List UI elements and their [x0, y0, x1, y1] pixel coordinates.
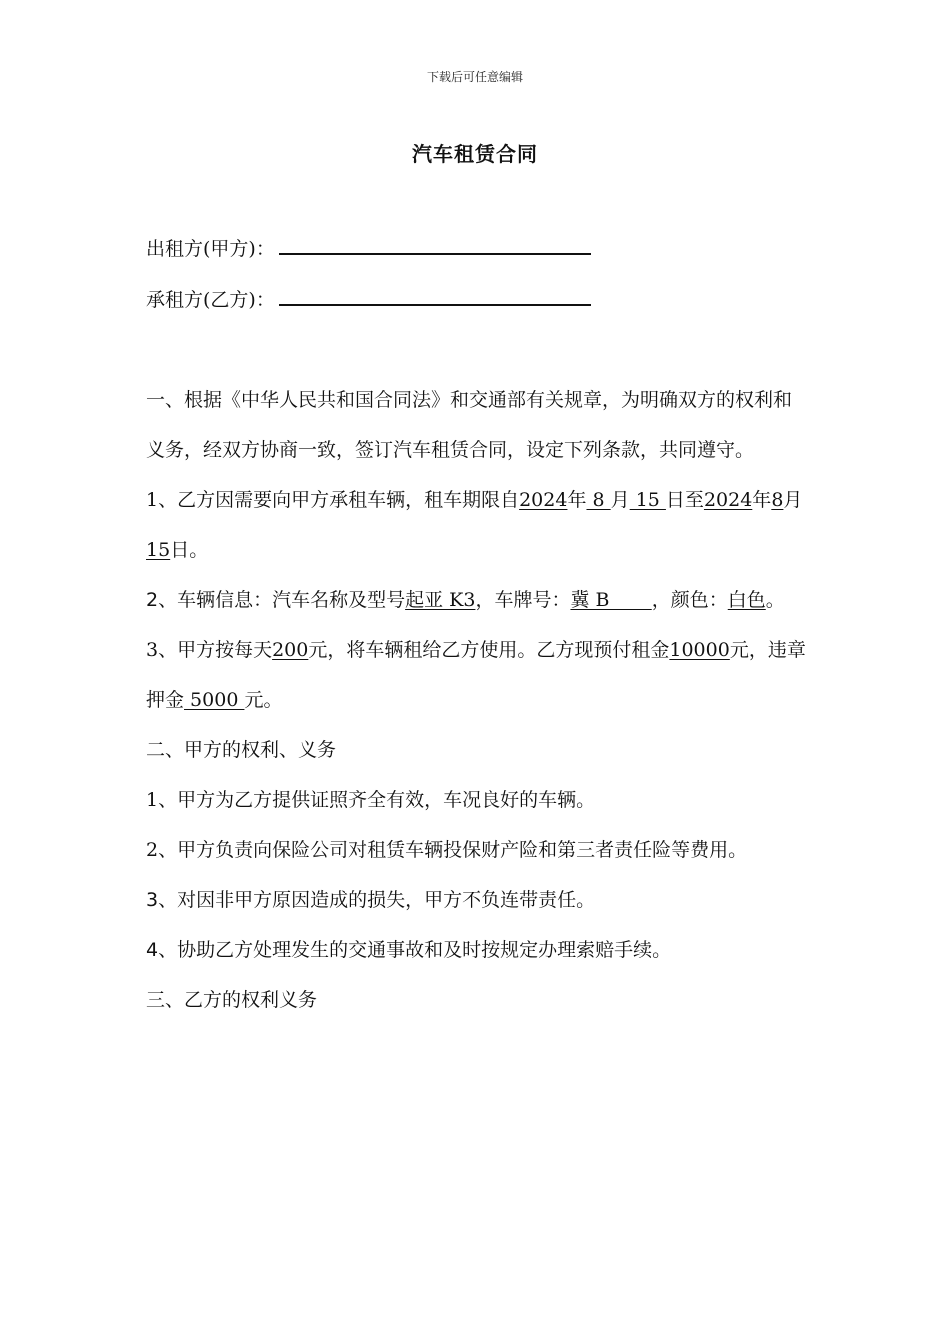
party-b-label: 承租方(乙方)：: [146, 289, 275, 311]
page-header-note: 下载后可任意编辑: [426, 70, 523, 84]
license-plate: 冀 B: [570, 589, 652, 611]
end-month: 8: [771, 489, 784, 511]
clause-rent-deposit: [146, 625, 806, 725]
text: ，颜色：: [651, 589, 728, 611]
section-heading-party-a: 二、甲方的权利、义务: [146, 739, 337, 761]
clause-number: 3: [146, 889, 159, 911]
daily-rent: 200: [272, 639, 309, 661]
document-title: 汽车租赁合同: [412, 142, 538, 166]
prepaid-rent: 10000: [669, 639, 730, 661]
text: 年: [752, 489, 772, 511]
clause-vehicle-info: [146, 575, 806, 625]
text: 月: [610, 489, 630, 511]
text: ，车牌号：: [475, 589, 571, 611]
party-a-duty-3: [146, 875, 806, 925]
party-a-duty-4: [146, 925, 806, 975]
intro-paragraph: 一、根据《中华人民共和国合同法》和交通部有关规章，为明确双方的权利和义务，经双方协商一致，签订汽车租赁合同，设定下列条款，共同遵守。: [146, 389, 793, 461]
text: 元，将车辆租给乙方使用。乙方现预付租金: [308, 639, 670, 661]
text: 日。: [170, 539, 209, 561]
text: 。: [765, 589, 785, 611]
text: 、车辆信息：汽车名称及型号: [158, 589, 406, 611]
text: 1、乙方因需要向甲方承租车辆，租车期限自: [146, 489, 520, 511]
vehicle-model: 起亚 K3: [405, 589, 476, 611]
text: 3、甲方按每天: [146, 639, 273, 661]
party-a-duty-2: 2、甲方负责向保险公司对租赁车辆投保财产险和第三者责任险等费用。: [146, 839, 748, 861]
violation-deposit: 5000: [184, 689, 245, 711]
text: 日至: [665, 489, 704, 511]
contract-body: [146, 375, 806, 1025]
party-b-line: [146, 284, 591, 314]
text: 元，违章押金: [146, 639, 806, 711]
start-day: 15: [629, 489, 666, 511]
text: 元。: [244, 689, 283, 711]
text: 月: [783, 489, 803, 511]
party-a-line: [146, 233, 591, 263]
text: 、协助乙方处理发生的交通事故和及时按规定办理索赔手续。: [158, 939, 672, 961]
start-year: 2024: [519, 489, 568, 511]
end-day: 15: [146, 539, 171, 561]
section-heading-party-b: 三、乙方的权利义务: [146, 989, 318, 1011]
text: 、对因非甲方原因造成的损失，甲方不负连带责任。: [158, 889, 596, 911]
text: 年: [567, 489, 587, 511]
clause-number: 2: [146, 589, 159, 611]
clause-number: 4: [146, 939, 159, 961]
party-a-duty-1: 1、甲方为乙方提供证照齐全有效，车况良好的车辆。: [146, 789, 596, 811]
party-a-blank: [279, 233, 591, 255]
vehicle-color: 白色: [727, 589, 766, 611]
party-a-label: 出租方(甲方)：: [146, 238, 275, 260]
party-b-blank: [279, 284, 591, 306]
end-year: 2024: [703, 489, 753, 511]
clause-rental-period: [146, 475, 806, 575]
start-month: 8: [586, 489, 611, 511]
